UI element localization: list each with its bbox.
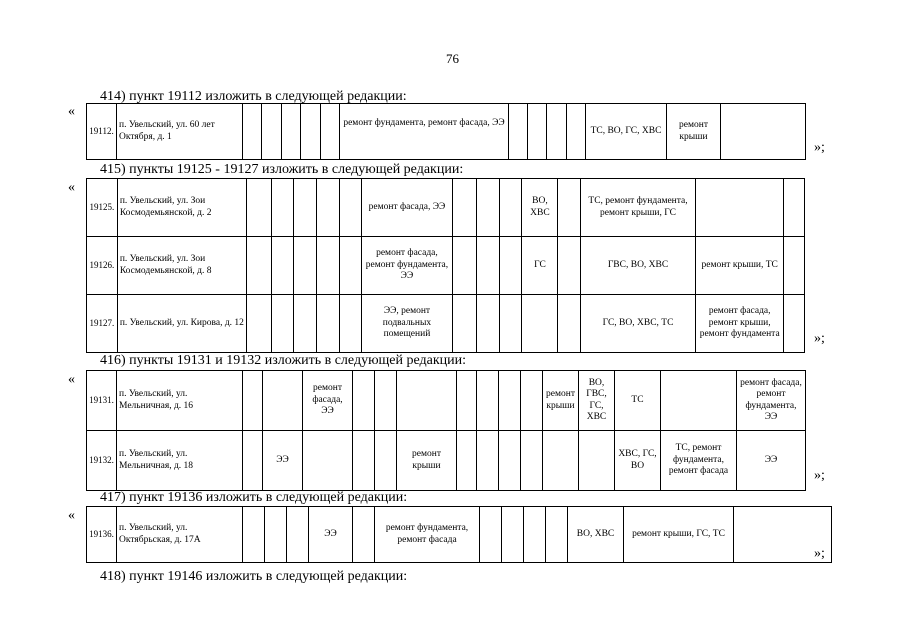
row-number: 19136. — [87, 507, 117, 563]
works-cell: ГС — [522, 237, 558, 295]
works-cell: ремонт фундамента, ремонт фасада — [375, 507, 480, 563]
table-19131-19132 — [86, 370, 806, 491]
address-cell: п. Увельский, ул. Зои Космодемьянской, д. 2 — [117, 179, 246, 237]
row-number: 19126. — [87, 237, 118, 295]
open-quote: « — [68, 372, 75, 387]
page-number: 76 — [446, 51, 459, 66]
table-row — [87, 507, 832, 563]
works-cell — [522, 295, 558, 353]
table-19112 — [86, 103, 806, 160]
table-row — [87, 179, 805, 237]
address-cell: п. Увельский, ул. Мельничная, д. 18 — [117, 431, 243, 491]
close-quote: »; — [814, 331, 825, 346]
works-cell: ремонт фасада, ремонт фундамента, ЭЭ — [737, 371, 806, 431]
section-416-heading: 416) пункты 19131 и 19132 изложить в следующей редакции: — [100, 353, 467, 368]
row-number: 19131. — [87, 371, 117, 431]
works-cell: ВО, ГВС, ГС, ХВС — [579, 371, 615, 431]
works-cell: ремонт фасада, ремонт крыши, ремонт фундамента — [696, 295, 784, 353]
close-quote: »; — [814, 468, 825, 483]
table-19125-19127 — [86, 178, 805, 353]
table-row — [87, 237, 805, 295]
row-number: 19125. — [87, 179, 118, 237]
works-cell: ВО, ХВС — [522, 179, 558, 237]
close-quote: »; — [814, 546, 825, 561]
works-cell — [696, 179, 784, 237]
section-418-heading: 418) пункт 19146 изложить в следующей редакции: — [100, 569, 408, 584]
section-417-heading: 417) пункт 19136 изложить в следующей редакции: — [100, 490, 408, 505]
works-cell: ЭЭ — [309, 507, 353, 563]
works-cell — [303, 431, 353, 491]
address-cell: п. Увельский, ул. Зои Космодемьянской, д. 8 — [117, 237, 246, 295]
works-cell: ТС, ремонт фундамента, ремонт крыши, ГС — [581, 179, 696, 237]
works-cell — [579, 431, 615, 491]
address-cell: п. Увельский, ул. Мельничная, д. 16 — [117, 371, 243, 431]
works-cell — [543, 431, 579, 491]
works-cell: ГС, ВО, ХВС, ТС — [581, 295, 696, 353]
works-cell: ХВС, ГС, ВО — [615, 431, 661, 491]
section-415-heading: 415) пункты 19125 - 19127 изложить в следующей редакции: — [100, 162, 464, 177]
works-cell — [397, 371, 457, 431]
works-cell: ЭЭ — [737, 431, 806, 491]
works-cell: ремонт крыши, ТС — [696, 237, 784, 295]
works-cell: ремонт фасада, ЭЭ — [303, 371, 353, 431]
address-cell: п. Увельский, ул. Октябрьская, д. 17А — [117, 507, 243, 563]
works-cell: ЭЭ, ремонт подвальных помещений — [362, 295, 452, 353]
row-number: 19112. — [87, 104, 117, 160]
address-cell: п. Увельский, ул. Кирова, д. 12 — [117, 295, 246, 353]
address-cell: п. Увельский, ул. 60 лет Октября, д. 1 — [117, 104, 243, 160]
works-cell: ГВС, ВО, ХВС — [581, 237, 696, 295]
works-cell: ВО, ХВС — [568, 507, 624, 563]
open-quote: « — [68, 104, 75, 119]
row-number: 19127. — [87, 295, 118, 353]
works-cell: ремонт фундамента, ремонт фасада, ЭЭ — [340, 104, 509, 160]
works-cell — [661, 371, 737, 431]
table-row — [87, 104, 806, 160]
table-row — [87, 371, 806, 431]
works-cell: ТС — [615, 371, 661, 431]
works-cell: ЭЭ — [263, 431, 303, 491]
row-number: 19132. — [87, 431, 117, 491]
works-cell: ремонт фасада, ремонт фундамента, ЭЭ — [362, 237, 452, 295]
works-cell: ремонт фасада, ЭЭ — [362, 179, 452, 237]
close-quote: »; — [814, 140, 825, 155]
works-cell — [263, 371, 303, 431]
section-414-heading: 414) пункт 19112 изложить в следующей редакции: — [100, 89, 407, 104]
works-cell: ТС, ремонт фундамента, ремонт фасада — [661, 431, 737, 491]
works-cell: ремонт крыши — [667, 104, 721, 160]
open-quote: « — [68, 180, 75, 195]
works-cell: ремонт крыши, ГС, ТС — [624, 507, 734, 563]
works-cell: ремонт крыши — [397, 431, 457, 491]
works-cell: ТС, ВО, ГС, ХВС — [586, 104, 667, 160]
works-cell: ремонт крыши — [543, 371, 579, 431]
table-row — [87, 431, 806, 491]
table-19136 — [86, 506, 832, 563]
open-quote: « — [68, 508, 75, 523]
table-row — [87, 295, 805, 353]
